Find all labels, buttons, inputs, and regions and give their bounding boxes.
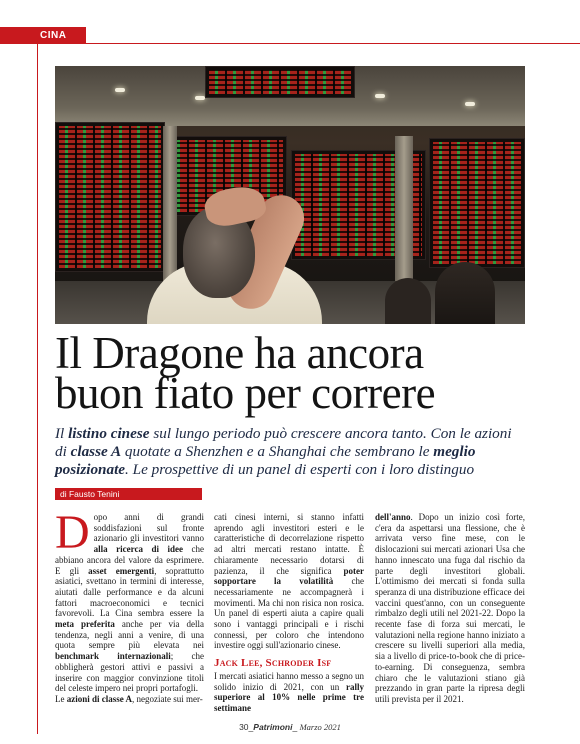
deck-text: Il xyxy=(55,425,69,442)
body-text: Le xyxy=(55,693,67,704)
expert-subhead: Jack Lee, Schroder Isf xyxy=(214,657,332,670)
pillar xyxy=(163,126,177,286)
section-tab xyxy=(0,27,86,44)
body-paragraph xyxy=(214,512,364,651)
person-silhouette xyxy=(385,278,431,324)
deck-text: quotate a Shenzhen e a Shanghai che sembrano le xyxy=(121,443,434,460)
body-text: , soprattutto asiatici, svettano in termini di interesse, aiutati dalle performance e da alcuni fattori macroeconomici e tecnici favorevoli. La Cina sembra essere la xyxy=(55,565,204,619)
body-text: . Dopo un inizio così forte, c'era da aspettarsi una flessione, che è arrivata verso fine mese, con le dislocazioni sui mercati azionari Usa che hanno innescato una fuga dal rischio da parte degli investitori globali. L'ottimismo dei mercati si fonda sulla speranza di una distribuzione efficace dei vaccini quest'anno, con un conseguente rimbalzo degli utili nel 2021-22. Dopo la recente fase di forza sui mercati, le valutazioni nella regione hanno iniziato a crescere su livelli superiori alla media, sia a livello di price-to-book che di price-to-earning. Di conseguenza, sembra chiaro che le valutazioni stiano già prezzando in gran parte la ripresa degli utili prevista per il 2021. xyxy=(375,512,525,704)
body-bold: asset emergenti xyxy=(88,565,155,576)
stock-board xyxy=(205,66,355,98)
article-photo xyxy=(55,66,525,324)
deck-emphasis: meglio posizionate xyxy=(55,443,476,478)
person-silhouette xyxy=(435,262,495,324)
body-text: cati cinesi interni, si stanno infatti aprendo agli investitori esteri e le caratteristiche di decorrelazione rispetto ad altri mercati restano intatte. È chiaramente necessario dotarsi di pazienza, il che significa xyxy=(214,512,364,576)
page-number: 30 xyxy=(239,722,249,732)
byline-text: di Fausto Tenini xyxy=(60,489,120,499)
deck-emphasis: listino cinese xyxy=(68,425,150,442)
issue-date: Marzo 2021 xyxy=(299,722,341,732)
body-paragraph xyxy=(55,694,204,705)
body-text: , negoziate sui mer- xyxy=(132,693,203,704)
body-text: I mercati asiatici hanno messo a segno un solido inizio di 2021, con un xyxy=(214,670,364,692)
deck xyxy=(55,425,525,479)
ceiling-light xyxy=(375,94,385,98)
body-bold: rally superiore al 10% nelle prime tre settimane xyxy=(214,681,364,713)
magazine-name: Patrimoni xyxy=(253,722,293,732)
page-footer: 30_Patrimoni_ Marzo 2021 xyxy=(239,722,341,732)
pillar xyxy=(395,136,413,286)
headline xyxy=(55,328,525,418)
body-column-1 xyxy=(55,506,204,705)
byline xyxy=(55,488,202,500)
ceiling-light xyxy=(115,88,125,92)
stock-board xyxy=(55,122,165,272)
ceiling-light xyxy=(465,102,475,106)
body-bold: meta preferita xyxy=(55,619,115,630)
body-text: che abbiano ancora del valore da esprimere. E gli xyxy=(55,544,204,576)
body-column-3 xyxy=(375,512,525,705)
deck-text: . Le prospettive di un panel di esperti con i loro distinguo xyxy=(125,461,475,478)
body-bold: dell'anno xyxy=(375,512,411,522)
body-paragraph xyxy=(375,512,525,705)
ceiling-light xyxy=(195,96,205,100)
body-text: che necessariamente ne accompagnerà i movimenti. Ma chi non risica non rosica. Un panel di esperti aiuta a capire quali sono i vantaggi principali e i rischi connessi, per coloro che intendono investire oggi sull'azionario cinese. xyxy=(214,576,364,651)
deck-text: sul lungo periodo può crescere ancora tanto. Con le azioni di xyxy=(55,425,512,460)
body-paragraph xyxy=(214,671,364,714)
left-margin-rule xyxy=(37,44,38,734)
section-label: CINA xyxy=(40,30,67,41)
body-text: anche per via della tendenza, negli anni a venire, di una quota sempre più elevata nei xyxy=(55,619,204,651)
stock-board xyxy=(429,138,525,268)
deck-emphasis: classe A xyxy=(70,443,122,460)
body-bold: alla ricerca di idee xyxy=(93,544,183,555)
body-bold: azioni di classe A xyxy=(66,693,133,704)
body-bold: poter sopportare la volatilità xyxy=(214,565,364,587)
drop-cap: D xyxy=(55,506,90,559)
headline-line-2: buon fiato per correre xyxy=(55,368,436,418)
body-column-2 xyxy=(214,512,364,714)
body-paragraph xyxy=(55,506,204,694)
body-bold: benchmark internazionali xyxy=(55,651,171,662)
top-rule xyxy=(86,43,580,44)
body-text: ; che obbligherà gestori attivi e passivi a inserire con maggior convinzione titoli del celeste impero nei propri portafogli. xyxy=(55,651,204,694)
body-text: opo anni di grandi soddisfazioni sul fronte azionario gli investitori vanno xyxy=(93,512,204,544)
headline-line-1: Il Dragone ha ancora xyxy=(55,328,424,378)
